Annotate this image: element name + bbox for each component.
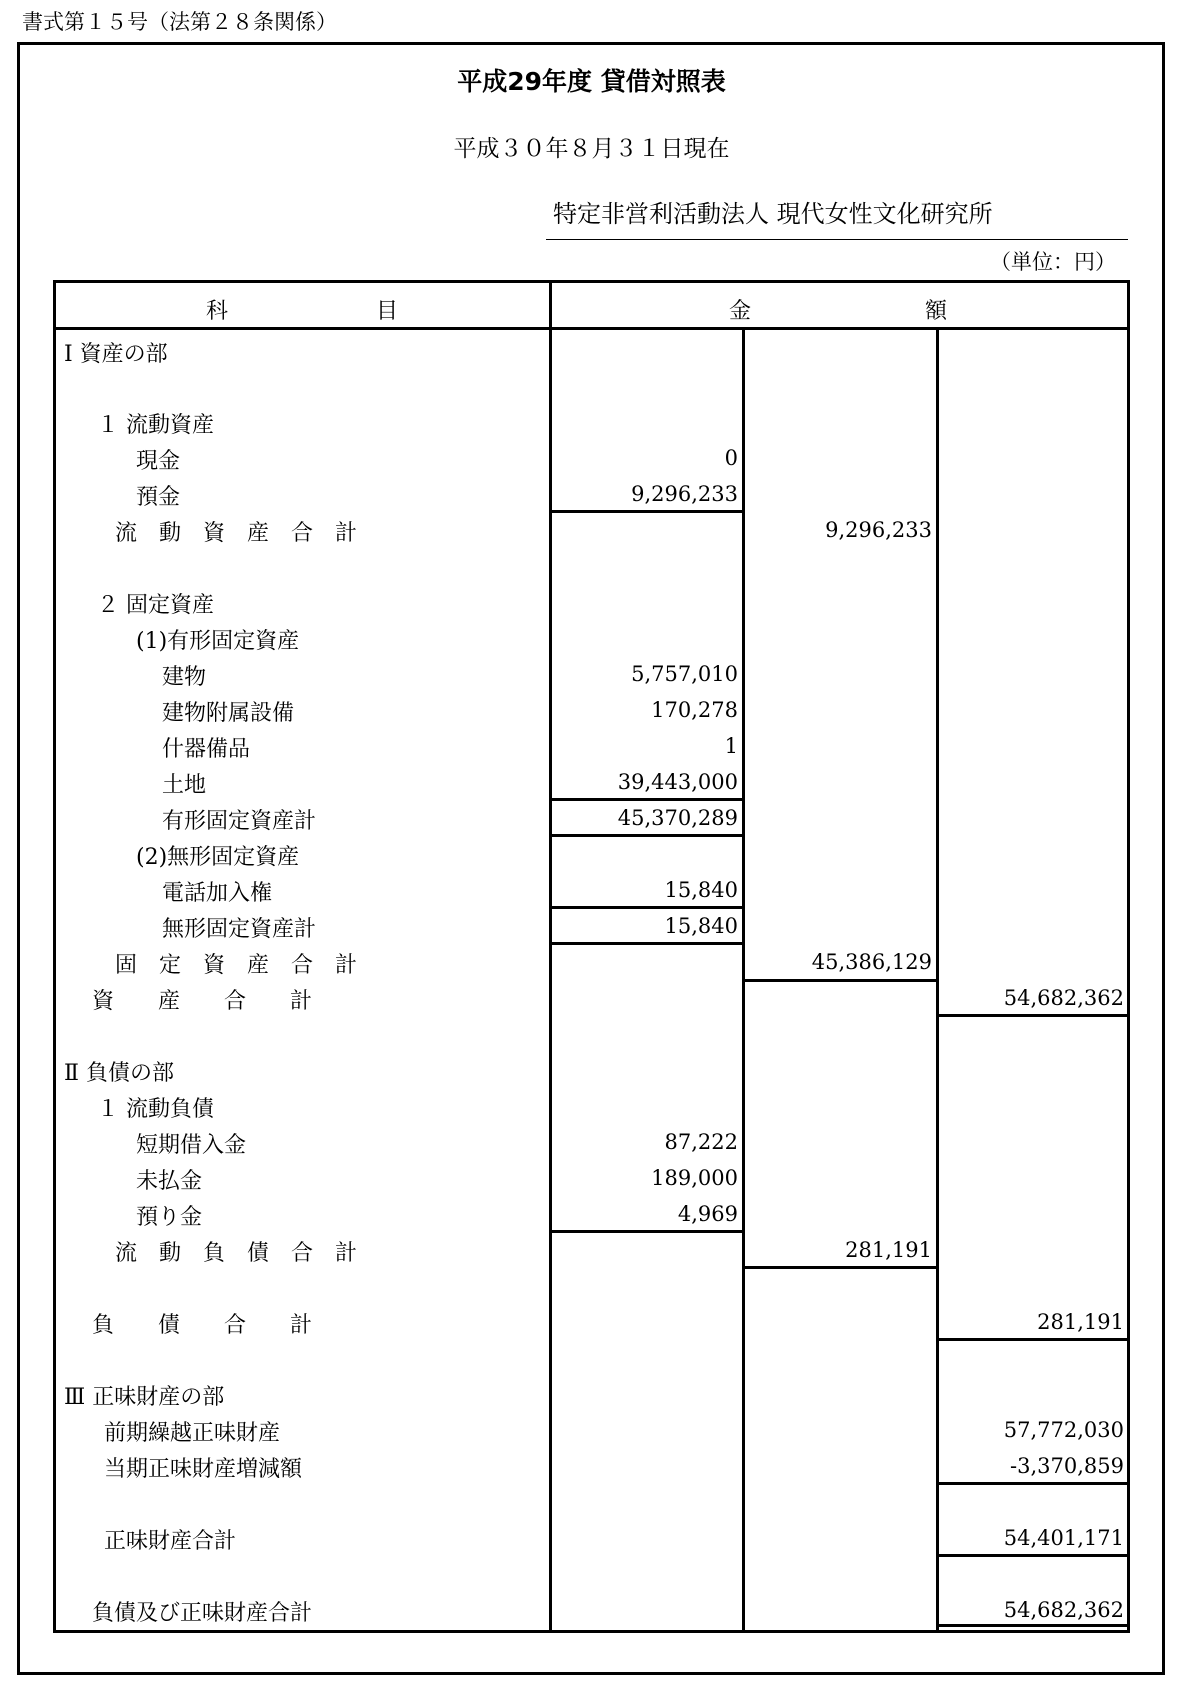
value-assets-total: 54,682,362 [1003, 986, 1124, 1010]
row-label-net-change: 当期正味財産増減額 [104, 1457, 303, 1482]
value-net-change: -3,370,859 [1010, 1454, 1124, 1478]
row-label-intangible-total: 無形固定資産計 [162, 917, 317, 942]
row-label-land: 土地 [162, 773, 207, 798]
document-title: 平成29年度 貸借対照表 [457, 67, 726, 96]
row-label-deposits: 預金 [136, 485, 181, 510]
value-liabilities-total: 281,191 [1037, 1310, 1124, 1334]
value-net-assets-total: 54,401,171 [1003, 1526, 1124, 1550]
rule-intangible-total [549, 942, 742, 945]
row-label-current-assets-total: 流 動 資 産 合 計 [115, 521, 358, 546]
value-current-liabilities-total: 281,191 [845, 1238, 932, 1262]
row-label-deposits-received: 預り金 [136, 1205, 203, 1230]
row-label-current-liabilities-total: 流 動 負 債 合 計 [115, 1241, 358, 1266]
rule-liabilities-total [936, 1338, 1130, 1341]
value-telephone-rights: 15,840 [664, 878, 738, 902]
header-separator [53, 327, 1130, 330]
rule-deposits-received [549, 1230, 742, 1233]
row-label-fixed-assets-total: 固 定 資 産 合 計 [115, 953, 358, 978]
row-label-tangible-total: 有形固定資産計 [162, 809, 317, 834]
fixed-assets-heading: ２ 固定資産 [97, 593, 214, 618]
row-label-fixtures: 什器備品 [162, 737, 251, 762]
tangible-assets-heading: (1)有形固定資産 [136, 629, 300, 654]
row-label-grand-total: 負債及び正味財産合計 [92, 1601, 313, 1626]
intangible-assets-heading: (2)無形固定資産 [136, 845, 300, 870]
value-short-term-loans: 87,222 [664, 1130, 738, 1154]
form-number-label: 書式第１５号（法第２８条関係） [22, 10, 337, 34]
rule-tangible-total [549, 834, 742, 837]
current-liabilities-heading: １ 流動負債 [97, 1097, 214, 1122]
rule-deposits [549, 510, 742, 513]
row-label-liabilities-total: 負 債 合 計 [92, 1313, 313, 1338]
rule-telephone [549, 906, 742, 909]
row-label-building-equipment: 建物附属設備 [162, 701, 295, 726]
value-prior-net-assets: 57,772,030 [1003, 1418, 1124, 1442]
row-label-net-assets-total: 正味財産合計 [104, 1529, 237, 1554]
value-building-equipment: 170,278 [651, 698, 738, 722]
value-intangible-total: 15,840 [664, 914, 738, 938]
value-fixed-assets-total: 45,386,129 [811, 950, 932, 974]
assets-section-heading: Ⅰ 資産の部 [64, 342, 168, 367]
header-amount-1: 金 [729, 299, 752, 324]
value-deposits-received: 4,969 [677, 1202, 738, 1226]
value-deposits: 9,296,233 [631, 482, 738, 506]
row-label-telephone-rights: 電話加入権 [162, 881, 273, 906]
organization-name: 特定非営利活動法人 現代女性文化研究所 [553, 200, 993, 228]
rule-net-change [936, 1482, 1130, 1485]
net-assets-section-heading: Ⅲ 正味財産の部 [64, 1385, 225, 1410]
unit-label: （単位：円） [990, 250, 1116, 274]
value-tangible-total: 45,370,289 [617, 806, 738, 830]
rule-current-liabilities-total [742, 1266, 936, 1269]
row-label-buildings: 建物 [162, 665, 207, 690]
value-land: 39,443,000 [617, 770, 738, 794]
row-label-cash: 現金 [136, 449, 181, 474]
rule-assets-total [936, 1014, 1130, 1017]
header-subject-2: 目 [376, 299, 399, 324]
rule-land [549, 798, 742, 801]
value-grand-total: 54,682,362 [1003, 1598, 1124, 1622]
row-label-accounts-payable: 未払金 [136, 1169, 203, 1194]
current-assets-heading: １ 流動資産 [97, 413, 214, 438]
row-label-prior-net-assets: 前期繰越正味財産 [104, 1421, 281, 1446]
rule-fixed-total [742, 979, 936, 982]
rule-net-assets-total [936, 1554, 1130, 1557]
value-buildings: 5,757,010 [631, 662, 738, 686]
header-subject-1: 科 [206, 299, 229, 324]
header-amount-2: 額 [925, 299, 948, 324]
as-of-date: 平成３０年８月３１日現在 [453, 136, 730, 162]
value-fixtures: 1 [724, 734, 738, 758]
rule-grand-total-double [936, 1624, 1130, 1627]
liabilities-section-heading: Ⅱ 負債の部 [64, 1061, 174, 1086]
row-label-assets-total: 資 産 合 計 [92, 989, 313, 1014]
organization-underline [546, 239, 1128, 240]
value-cash: 0 [724, 446, 738, 470]
value-accounts-payable: 189,000 [651, 1166, 738, 1190]
value-current-assets-total: 9,296,233 [825, 518, 932, 542]
row-label-short-term-loans: 短期借入金 [136, 1133, 247, 1158]
